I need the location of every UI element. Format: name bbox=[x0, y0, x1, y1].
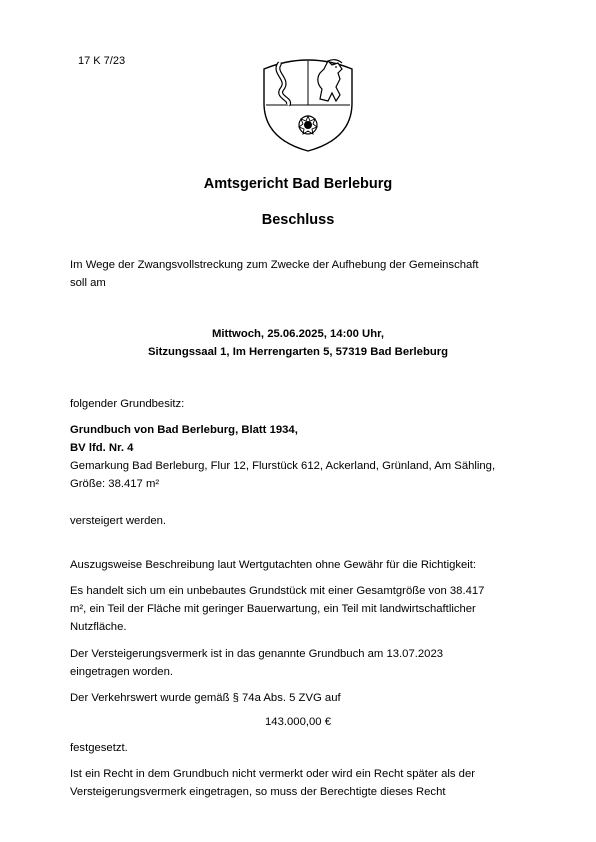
groesse-line: Größe: 38.417 m² bbox=[70, 478, 160, 490]
beschreibung-line-2: m², ein Teil der Fläche mit geringer Bauerwartung, ein Teil mit landwirtschaftlicher bbox=[70, 603, 476, 615]
recht-line-2: Versteigerungsvermerk eingetragen, so muss der Berechtigte dieses Recht bbox=[70, 786, 446, 798]
intro-paragraph bbox=[70, 256, 540, 292]
beschreibung-heading: Auszugsweise Beschreibung laut Wertgutachten ohne Gewähr für die Richtigkeit: bbox=[70, 559, 477, 571]
termin-datetime: Mittwoch, 25.06.2025, 14:00 Uhr, bbox=[211, 328, 385, 340]
grundbesitz-label: folgender Grundbesitz: bbox=[70, 398, 185, 410]
vermerk-paragraph bbox=[70, 645, 540, 681]
verkehrswert-value: 143.000,00 € bbox=[265, 716, 331, 728]
aktenzeichen: 17 K 7/23 bbox=[78, 55, 126, 67]
beschreibung-text bbox=[70, 582, 540, 636]
intro-line-2: soll am bbox=[70, 277, 106, 289]
court-name: Amtsgericht Bad Berleburg bbox=[203, 176, 393, 192]
vermerk-line-2: eingetragen worden. bbox=[70, 666, 174, 678]
document-type: Beschluss bbox=[261, 212, 335, 228]
verkehrswert-intro: Der Verkehrswert wurde gemäß § 74a Abs. 5 ZVG auf bbox=[70, 692, 341, 704]
grundbuch-line: Grundbuch von Bad Berleburg, Blatt 1934, bbox=[70, 424, 298, 436]
bv-line: BV lfd. Nr. 4 bbox=[70, 442, 134, 454]
recht-line-1: Ist ein Recht in dem Grundbuch nicht vermerkt oder wird ein Recht später als der bbox=[70, 768, 475, 780]
recht-paragraph bbox=[70, 765, 540, 801]
nrw-coat-of-arms-icon bbox=[258, 47, 358, 155]
gemarkung-line: Gemarkung Bad Berleburg, Flur 12, Flurstück 612, Ackerland, Grünland, Am Sähling, bbox=[70, 460, 496, 472]
beschreibung-line-3: Nutzfläche. bbox=[70, 621, 127, 633]
termin-location: Sitzungssaal 1, Im Herrengarten 5, 57319 Bad Berleburg bbox=[147, 346, 449, 358]
intro-line-1: Im Wege der Zwangsvollstreckung zum Zwecke der Aufhebung der Gemeinschaft bbox=[70, 259, 479, 271]
grundbesitz-block bbox=[70, 421, 540, 493]
beschreibung-line-1: Es handelt sich um ein unbebautes Grundstück mit einer Gesamtgröße von 38.417 bbox=[70, 585, 485, 597]
versteigert-line: versteigert werden. bbox=[70, 515, 167, 527]
verkehrswert-outro: festgesetzt. bbox=[70, 742, 128, 754]
vermerk-line-1: Der Versteigerungsvermerk ist in das genannte Grundbuch am 13.07.2023 bbox=[70, 648, 444, 660]
